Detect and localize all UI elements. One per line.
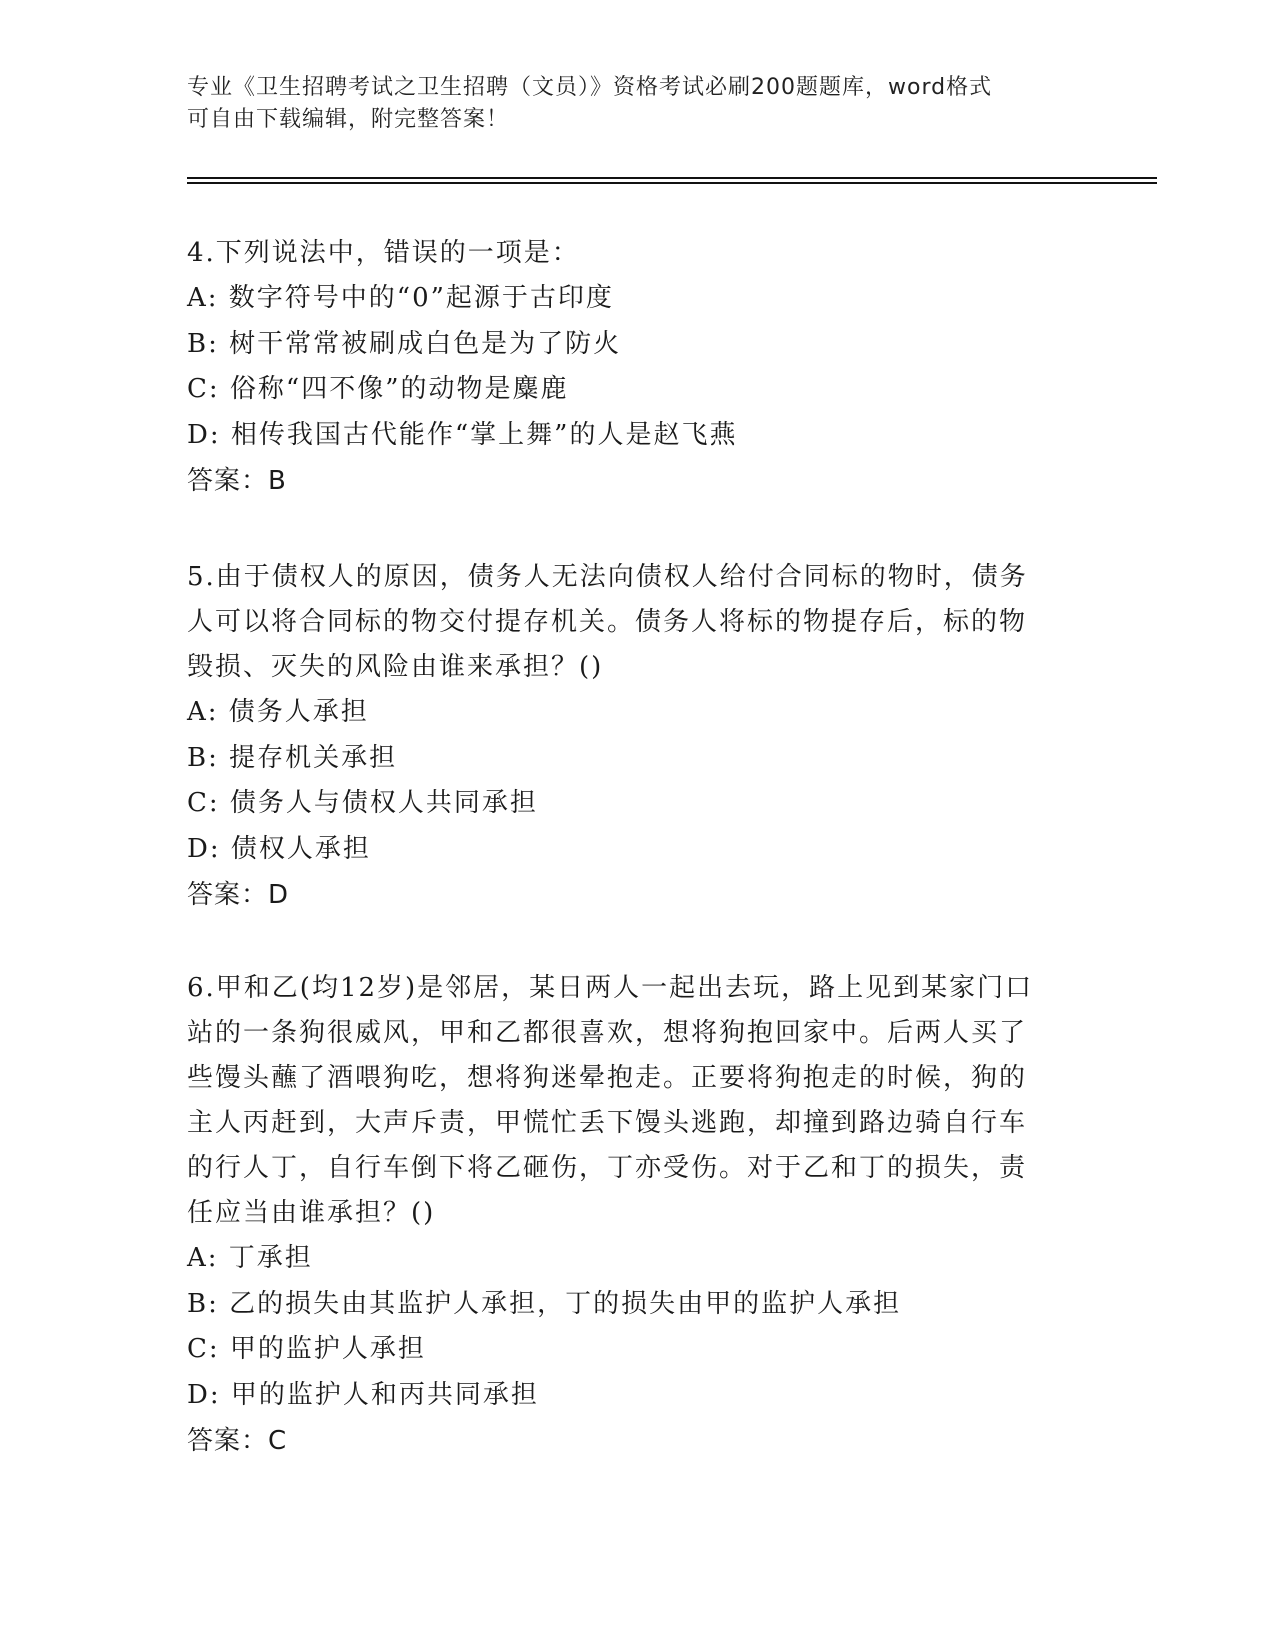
question-stem-line: 5.由于债权人的原因，债务人无法向债权人给付合同标的物时，债务 xyxy=(187,562,1028,592)
question-stem-line: 6.甲和乙(均12岁)是邻居，某日两人一起出去玩，路上见到某家门口 xyxy=(187,973,1034,1003)
question-stem xyxy=(187,555,1067,690)
question-stem-line: 人可以将合同标的物交付提存机关。债务人将标的物提存后，标的物 xyxy=(187,607,1028,637)
option-a: A: 数字符号中的“0”起源于古印度 xyxy=(187,283,614,313)
header-line-2: 可自由下载编辑，附完整答案！ xyxy=(187,107,510,132)
question-stem-line: 的行人丁，自行车倒下将乙砸伤，丁亦受伤。对于乙和丁的损失，责 xyxy=(187,1153,1028,1183)
option-b: B: 乙的损失由其监护人承担，丁的损失由甲的监护人承担 xyxy=(187,1288,902,1319)
question-stem xyxy=(187,966,1067,1236)
header-line-1: 专业《卫生招聘考试之卫生招聘（文员）》资格考试必刷200题题库，word格式 xyxy=(187,75,993,100)
answer: 答案：D xyxy=(187,880,290,910)
option-c: C: 俗称“四不像”的动物是麋鹿 xyxy=(187,374,569,404)
question-6 xyxy=(187,966,1067,1464)
question-stem-line: 站的一条狗很威风，甲和乙都很喜欢，想将狗抱回家中。后两人买了 xyxy=(187,1018,1028,1048)
option-d: D: 债权人承担 xyxy=(187,833,371,864)
option-d: D: 相传我国古代能作“掌上舞”的人是赵飞燕 xyxy=(187,419,738,450)
question-5 xyxy=(187,555,1067,918)
question-stem-line: 毁损、灭失的风险由谁来承担？() xyxy=(187,652,604,682)
question-stem-line: 任应当由谁承担？() xyxy=(187,1198,436,1228)
header-divider-bottom xyxy=(187,182,1157,184)
option-a: A: 债务人承担 xyxy=(187,697,369,727)
option-c: C: 债务人与债权人共同承担 xyxy=(187,788,538,818)
question-stem-line: 主人丙赶到，大声斥责，甲慌忙丢下馒头逃跑，却撞到路边骑自行车 xyxy=(187,1108,1028,1138)
header-divider-top xyxy=(187,177,1157,179)
question-stem-line: 4.下列说法中，错误的一项是： xyxy=(187,238,580,268)
option-b: B: 提存机关承担 xyxy=(187,742,398,773)
option-d: D: 甲的监护人和丙共同承担 xyxy=(187,1379,539,1410)
question-stem-line: 些馒头蘸了酒喂狗吃，想将狗迷晕抱走。正要将狗抱走的时候，狗的 xyxy=(187,1063,1028,1093)
answer: 答案：C xyxy=(187,1426,288,1456)
question-stem xyxy=(187,231,1067,276)
option-a: A: 丁承担 xyxy=(187,1243,313,1273)
question-4 xyxy=(187,231,1067,504)
answer: 答案：B xyxy=(187,466,287,496)
document-header xyxy=(187,72,1067,136)
option-c: C: 甲的监护人承担 xyxy=(187,1334,426,1364)
option-b: B: 树干常常被刷成白色是为了防火 xyxy=(187,328,622,359)
